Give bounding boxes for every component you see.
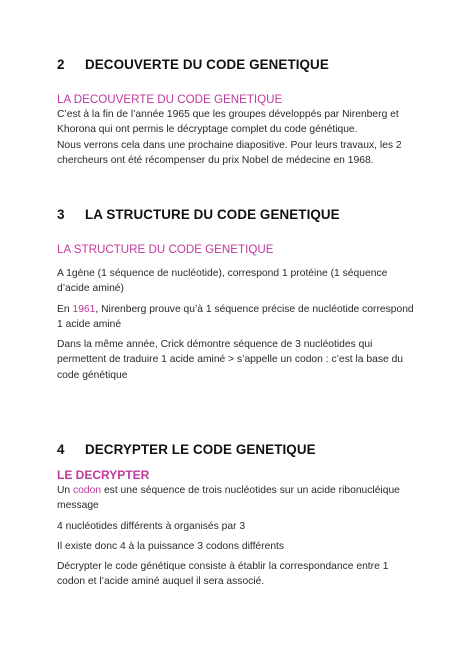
paragraph: Nous verrons cela dans une prochaine diapositive. Pour leurs travaux, les 2 chercheurs ont été récompenser du prix Nobel de médecine en 1968.: [57, 139, 402, 166]
section-number: 4: [57, 442, 65, 457]
paragraph: 4 nucléotides différents à organisés par 3: [57, 520, 246, 532]
paragraph-text: est une séquence de trois nucléotides sur un acide ribonucléique message: [57, 485, 400, 512]
paragraph: Décrypter le code génétique consiste à établir la correspondance entre 1 codon et l’acide aminé auquel il sera associé.: [57, 561, 389, 588]
paragraph-text: , Nirenberg prouve qu’à 1 séquence précise de nucléotide correspond 1 acide aminé: [57, 303, 414, 330]
section-decrypt: [57, 442, 417, 590]
section-heading: [57, 57, 417, 73]
paragraph: Il existe donc 4 à la puissance 3 codons différents: [57, 540, 285, 552]
paragraph: Dans la même année, Crick démontre séquence de 3 nucléotides qui permettent de traduire 1 acide aminé > s’appelle un codon : c’est la base du code génétique: [57, 339, 404, 381]
section-title: LA STRUCTURE DU CODE GENETIQUE: [85, 207, 340, 222]
paragraph-text: Un: [57, 485, 74, 496]
section-subtitle: LE DECRYPTER: [57, 468, 150, 482]
paragraph: [57, 302, 417, 333]
section-subtitle: LA DECOUVERTE DU CODE GENETIQUE: [57, 93, 283, 106]
section-title: DECOUVERTE DU CODE GENETIQUE: [85, 57, 329, 72]
section-number: 2: [57, 57, 65, 72]
section-subtitle: LA STRUCTURE DU CODE GENETIQUE: [57, 243, 274, 256]
section-structure: [57, 207, 417, 383]
highlighted-term: codon: [73, 485, 102, 496]
paragraph-text: En: [57, 303, 73, 315]
section-discovery: [57, 57, 417, 168]
highlighted-year: 1961: [72, 303, 96, 315]
paragraph: A 1gène (1 séquence de nucléotide), correspond 1 protéine (1 séquence d’acide aminé): [57, 268, 388, 295]
section-heading: [57, 207, 417, 223]
section-number: 3: [57, 207, 65, 222]
section-title: DECRYPTER LE CODE GENETIQUE: [85, 442, 316, 457]
paragraph: C’est à la fin de l’année 1965 que les groupes développés par Nirenberg et Khorona qui ont permis le décryptage complet du code génétique.: [57, 109, 399, 136]
paragraph: [57, 483, 417, 514]
section-heading: [57, 442, 417, 458]
